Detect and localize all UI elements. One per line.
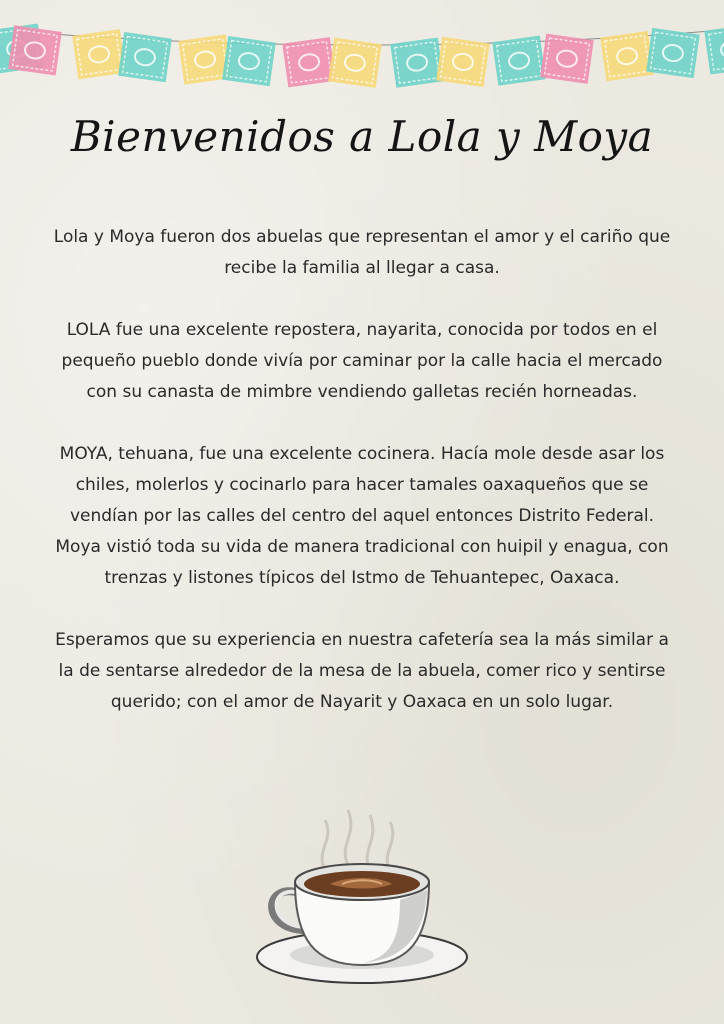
papel-picado-flag: [540, 34, 594, 84]
papel-picado-flag: [222, 36, 276, 86]
papel-picado-flag: [436, 37, 490, 87]
welcome-text: [52, 222, 672, 749]
papel-picado-flag: [646, 28, 700, 78]
paragraph-lola: LOLA fue una excelente repostera, nayarita, conocida por todos en el pequeño pueblo donde vivía por caminar por la calle hacia el mercado con su canasta de mimbre vendiendo galletas recién horneadas.: [61, 320, 663, 402]
papel-picado-banner-icon: [0, 0, 724, 110]
papel-picado-flag: [8, 25, 62, 75]
coffee-cup-icon: [250, 800, 480, 1000]
papel-picado-flag: [72, 29, 126, 79]
papel-picado-flag: [704, 24, 724, 74]
papel-picado-flag: [492, 36, 546, 86]
papel-picado-flag: [118, 32, 172, 82]
paragraph-closing: Esperamos que su experiencia en nuestra cafetería sea la más similar a la de sentarse alrededor de la mesa de la abuela, comer rico y sentirse querido; con el amor de Nayarit y Oaxaca en un solo lugar.: [55, 630, 669, 712]
papel-picado-flag: [600, 31, 654, 81]
paragraph-intro: Lola y Moya fueron dos abuelas que representan el amor y el cariño que recibe la familia al llegar a casa.: [53, 227, 671, 278]
papel-picado-flag: [390, 38, 444, 88]
papel-picado-flag: [328, 38, 382, 88]
page-title: Bienvenidos a Lola y Moya: [70, 112, 654, 161]
papel-picado-flag: [282, 37, 336, 87]
paragraph-moya: MOYA, tehuana, fue una excelente cocinera. Hacía mole desde asar los chiles, molerlos y cocinarlo para hacer tamales oaxaqueños que se vendían por las calles del centro del aquel entonces Distrito Federal. Moya vistió toda su vida de manera tradicional con huipil y enagua, con trenzas y listones típicos del Istmo de Tehuantepec, Oaxaca.: [55, 444, 669, 588]
